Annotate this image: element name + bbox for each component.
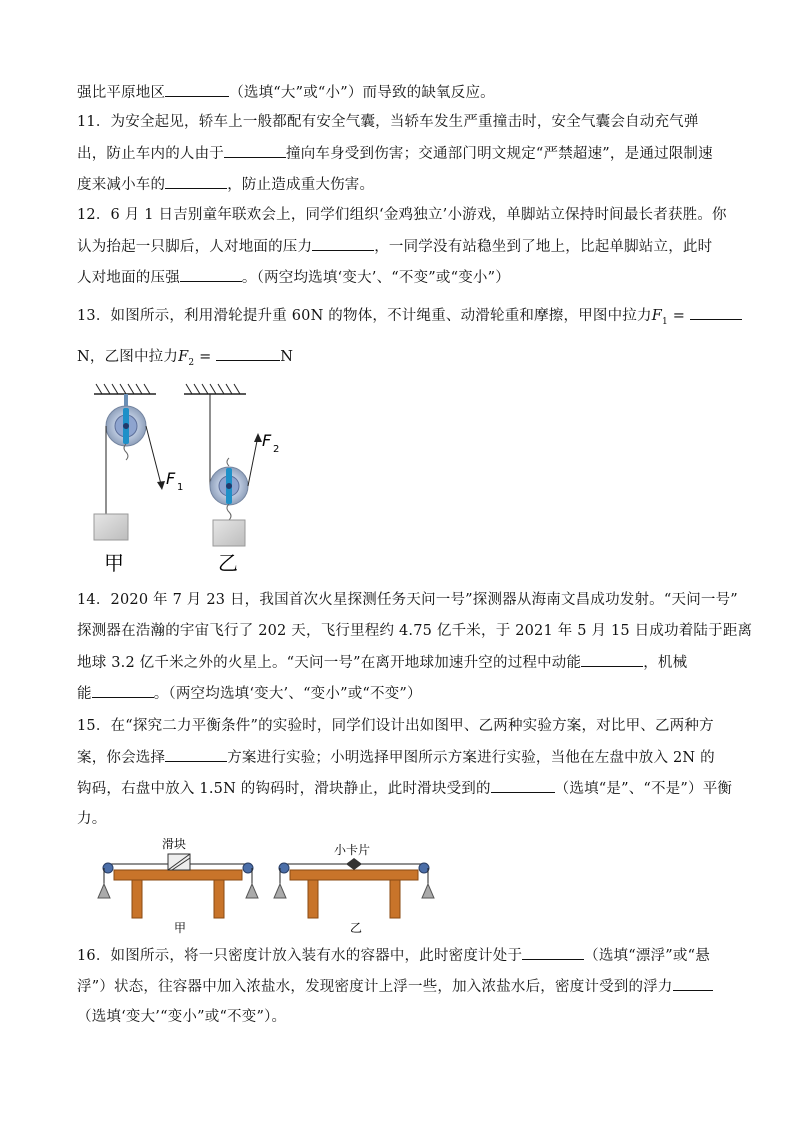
ceiling-b bbox=[184, 384, 246, 394]
q11-blank-1[interactable] bbox=[224, 143, 286, 158]
q13-blank-2[interactable] bbox=[216, 346, 280, 361]
q16-line-2: 浮”）状态，往容器中加入浓盐水，发现密度计上浮一些，加入浓盐水后，密度计受到的浮力 bbox=[77, 976, 727, 997]
q15-line-4: 力。 bbox=[77, 811, 107, 827]
fig-label-yi: 乙 bbox=[218, 551, 238, 575]
q14-line-1: 14．2020 年 7 月 23 日，我国首次火星探测任务天问一号”探测器从海南文昌成功发射。“天问一号” bbox=[77, 592, 738, 608]
fig15-label-yi: 乙 bbox=[350, 921, 363, 935]
f2-symbol: F bbox=[178, 349, 189, 365]
q16-blank-1[interactable] bbox=[522, 945, 584, 960]
q12-blank-2[interactable] bbox=[180, 267, 242, 282]
balance-figure bbox=[94, 834, 454, 936]
q11-line-2: 出，防止车内的人由于 撞向车身受到伤害；交通部门明文规定“严禁超速”，是通过限制速 bbox=[77, 143, 727, 164]
slider-label: 滑块 bbox=[162, 837, 187, 851]
q11-line-1: 11．为安全起见，轿车上一般都配有安全气囊，当轿车发生严重撞击时，安全气囊会自动充气弹 bbox=[77, 114, 699, 130]
q16-line-1: 16．如图所示，将一只密度计放入装有水的容器中，此时密度计处于 （选填“漂浮”或“悬 bbox=[77, 945, 727, 966]
movable-pulley bbox=[210, 394, 262, 546]
q16-line-3: （选填‘变大’“变小”或“不变”）。 bbox=[77, 1009, 287, 1025]
q12-line-3: 人对地面的压强 。（两空均选填‘变大’、“不变”或“变小”） bbox=[77, 267, 727, 288]
fixed-pulley bbox=[94, 394, 165, 540]
q14-blank-1[interactable] bbox=[581, 652, 643, 667]
fig15-label-jia: 甲 bbox=[174, 921, 187, 935]
q15-line-2: 案，你会选择 方案进行实验；小明选择甲图所示方案进行实验，当他在左盘中放入 2N 的 bbox=[77, 747, 727, 768]
q14-blank-2[interactable] bbox=[92, 683, 154, 698]
svg-text:1: 1 bbox=[177, 482, 184, 493]
q10-text-before: 强比平原地区 bbox=[77, 85, 166, 101]
q16-blank-2[interactable] bbox=[673, 976, 713, 991]
q14-line-3: 地球 3.2 亿千米之外的火星上。“天问一号”在离开地球加速升空的过程中动能 ，机械 bbox=[77, 652, 727, 673]
q15-line-1: 15．在“探究二力平衡条件”的实验时，同学们设计出如图甲、乙两种实验方案，对比甲、乙两种方 bbox=[77, 718, 714, 734]
q12-blank-1[interactable] bbox=[312, 236, 374, 251]
q15-blank-2[interactable] bbox=[491, 778, 555, 793]
q14-line-4: 能 。（两空均选填‘变大’、“变小”或“不变”） bbox=[77, 683, 727, 704]
q13-blank-1[interactable] bbox=[690, 305, 742, 320]
q12-line-2: 认为抬起一只脚后，人对地面的压力 ，一同学没有站稳坐到了地上，比起单脚站立，此时 bbox=[77, 236, 727, 257]
q12-line-1: 12．6 月 1 日吉别童年联欢会上，同学们组织‘金鸡独立’小游戏，单脚站立保持时间最长者获胜。你 bbox=[77, 207, 727, 223]
fig-label-jia: 甲 bbox=[104, 551, 124, 575]
svg-text:2: 2 bbox=[273, 444, 280, 455]
f2-label: F bbox=[262, 431, 272, 450]
q13-line-2: N，乙图中拉力$F_2 = N$ bbox=[77, 346, 727, 373]
q13-line-1: 13．如图所示，利用滑轮提升重 60N 的物体，不计绳重、动滑轮重和摩擦，甲图中拉力$F_1$ = bbox=[77, 305, 727, 332]
table-yi bbox=[274, 842, 434, 935]
f1-label: F bbox=[166, 469, 176, 488]
card-label: 小卡片 bbox=[334, 843, 371, 857]
table-jia bbox=[98, 836, 258, 935]
q10-text-after: （选填“大”或“小”）而导致的缺氧反应。 bbox=[229, 85, 495, 101]
q11-blank-2[interactable] bbox=[165, 174, 227, 189]
f1-symbol: F bbox=[651, 308, 662, 324]
q15-line-3: 钩码，右盘中放入 1.5N 的钩码时，滑块静止，此时滑块受到的 （选填“是”、“不是”）平衡 bbox=[77, 778, 727, 799]
q15-blank-1[interactable] bbox=[165, 747, 227, 762]
pulley-figure bbox=[86, 378, 306, 578]
q11-line-3: 度来减小车的 ，防止造成重大伤害。 bbox=[77, 174, 727, 195]
ceiling-a bbox=[94, 384, 156, 394]
q10-blank[interactable] bbox=[165, 82, 229, 97]
q14-line-2: 探测器在浩瀚的宇宙飞行了 202 天，飞行里程约 4.75 亿千米，于 2021 年 5 月 15 日成功着陆于距离 bbox=[77, 623, 753, 639]
q10-line bbox=[77, 82, 727, 103]
